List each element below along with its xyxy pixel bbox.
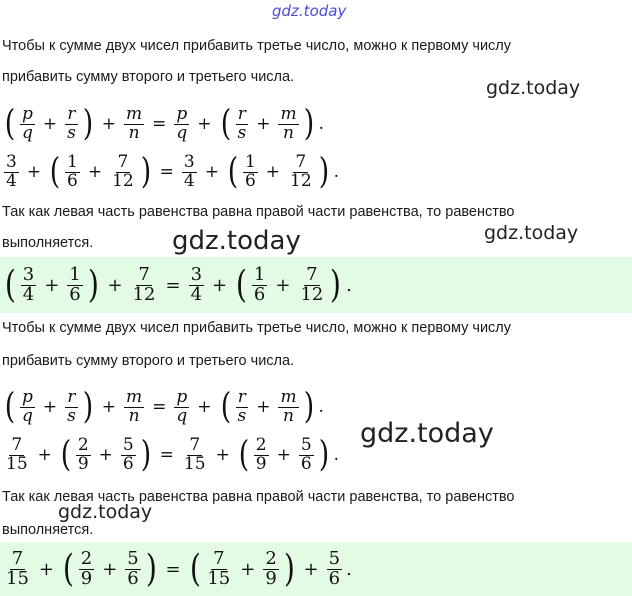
rule-text-line2: прибавить сумму второго и третьего числа. xyxy=(2,353,295,369)
fraction: $\frac{3}{4}$ xyxy=(6,151,17,191)
answer-equation: $\frac{7}{15}$ + ( $\frac{2}{9}$ + $\frac{5}{6}$ ) = ( $\frac{7}{15}$ + $\frac{2}{9}$ ) + $\frac{5}{6}$ . xyxy=(6,546,352,591)
watermark: gdz.today xyxy=(58,501,153,523)
fraction: $\frac{5}{6}$ xyxy=(328,547,341,589)
watermark: gdz.today xyxy=(172,226,301,256)
fraction: $\frac{3}{4}$ xyxy=(22,263,35,305)
watermark: gdz.today xyxy=(486,77,581,99)
fraction: $\frac{p}{q}$ xyxy=(21,386,33,426)
fraction: $\frac{p}{q}$ xyxy=(176,103,188,143)
fraction: $\frac{7}{12}$ xyxy=(112,151,134,191)
fraction: $\frac{2}{9}$ xyxy=(265,547,277,589)
conclusion-text-line1: Так как левая часть равенства равна правой части равенства, то равенство xyxy=(2,204,515,220)
watermark: gdz.today xyxy=(484,222,579,244)
rule-text-line1: Чтобы к сумме двух чисел прибавить третье число, можно к первому числу xyxy=(2,320,512,336)
fraction: $\frac{r}{s}$ xyxy=(67,386,76,426)
conclusion-text-line2: выполняется. xyxy=(2,235,94,251)
rule-text-line1: Чтобы к сумме двух чисел прибавить третье число, можно к первому числу xyxy=(2,38,512,54)
fraction: $\frac{7}{15}$ xyxy=(6,434,28,474)
fraction: $\frac{2}{9}$ xyxy=(80,547,93,589)
associative-formula: ( $\frac{p}{q}$ + $\frac{r}{s}$ ) + $\frac{m}{n}$ = $\frac{p}{q}$ + ( $\frac{r}{s}$ + $\frac{m}{n}$ ) . xyxy=(4,386,324,428)
fraction: $\frac{7}{12}$ xyxy=(300,263,324,305)
rule-text-line2: прибавить сумму второго и третьего числа. xyxy=(2,69,295,85)
associative-formula: ( $\frac{p}{q}$ + $\frac{r}{s}$ ) + $\frac{m}{n}$ = $\frac{p}{q}$ + ( $\frac{r}{s}$ + $\frac{m}{n}$ ) . xyxy=(4,103,324,145)
fraction: $\frac{m}{n}$ xyxy=(126,103,143,143)
fraction: $\frac{7}{12}$ xyxy=(290,151,312,191)
watermark: gdz.today xyxy=(360,418,494,449)
fraction: $\frac{m}{n}$ xyxy=(280,386,297,426)
fraction: $\frac{1}{6}$ xyxy=(253,263,266,305)
conclusion-text-line1: Так как левая часть равенства равна правой части равенства, то равенство xyxy=(2,489,515,505)
watermark-top: gdz.today xyxy=(272,2,347,20)
example-equation: $\frac{7}{15}$ + ( $\frac{2}{9}$ + $\frac{5}{6}$ ) = $\frac{7}{15}$ + ( $\frac{2}{9}$ + $\frac{5}{6}$ ) . xyxy=(6,434,339,476)
fraction: $\frac{7}{12}$ xyxy=(132,263,156,305)
fraction: $\frac{1}{6}$ xyxy=(69,263,81,305)
fraction: $\frac{r}{s}$ xyxy=(67,103,76,143)
fraction: $\frac{m}{n}$ xyxy=(126,386,143,426)
fraction: $\frac{3}{4}$ xyxy=(190,263,203,305)
fraction: $\frac{1}{6}$ xyxy=(244,151,256,191)
fraction: $\frac{r}{s}$ xyxy=(237,386,247,426)
fraction: $\frac{p}{q}$ xyxy=(176,386,188,426)
fraction: $\frac{5}{6}$ xyxy=(300,434,312,474)
fraction: $\frac{7}{15}$ xyxy=(6,547,29,589)
fraction: $\frac{1}{6}$ xyxy=(67,151,78,191)
example-equation: $\frac{3}{4}$ + ( $\frac{1}{6}$ + $\frac{7}{12}$ ) = $\frac{3}{4}$ + ( $\frac{1}{6}$ + $\frac{7}{12}$ ) . xyxy=(6,151,339,193)
fraction: $\frac{p}{q}$ xyxy=(21,103,33,143)
answer-equation: ( $\frac{3}{4}$ + $\frac{1}{6}$ ) + $\frac{7}{12}$ = $\frac{3}{4}$ + ( $\frac{1}{6}$ + $\frac{7}{12}$ ) . xyxy=(4,262,352,307)
fraction: $\frac{7}{15}$ xyxy=(207,547,231,589)
fraction: $\frac{r}{s}$ xyxy=(237,103,247,143)
fraction: $\frac{m}{n}$ xyxy=(280,103,297,143)
fraction: $\frac{7}{15}$ xyxy=(183,434,206,474)
fraction: $\frac{5}{6}$ xyxy=(122,434,134,474)
fraction: $\frac{5}{6}$ xyxy=(127,547,139,589)
fraction: $\frac{2}{9}$ xyxy=(77,434,89,474)
fraction: $\frac{2}{9}$ xyxy=(255,434,267,474)
conclusion-text-line2: выполняется. xyxy=(2,522,94,538)
fraction: $\frac{3}{4}$ xyxy=(183,151,195,191)
